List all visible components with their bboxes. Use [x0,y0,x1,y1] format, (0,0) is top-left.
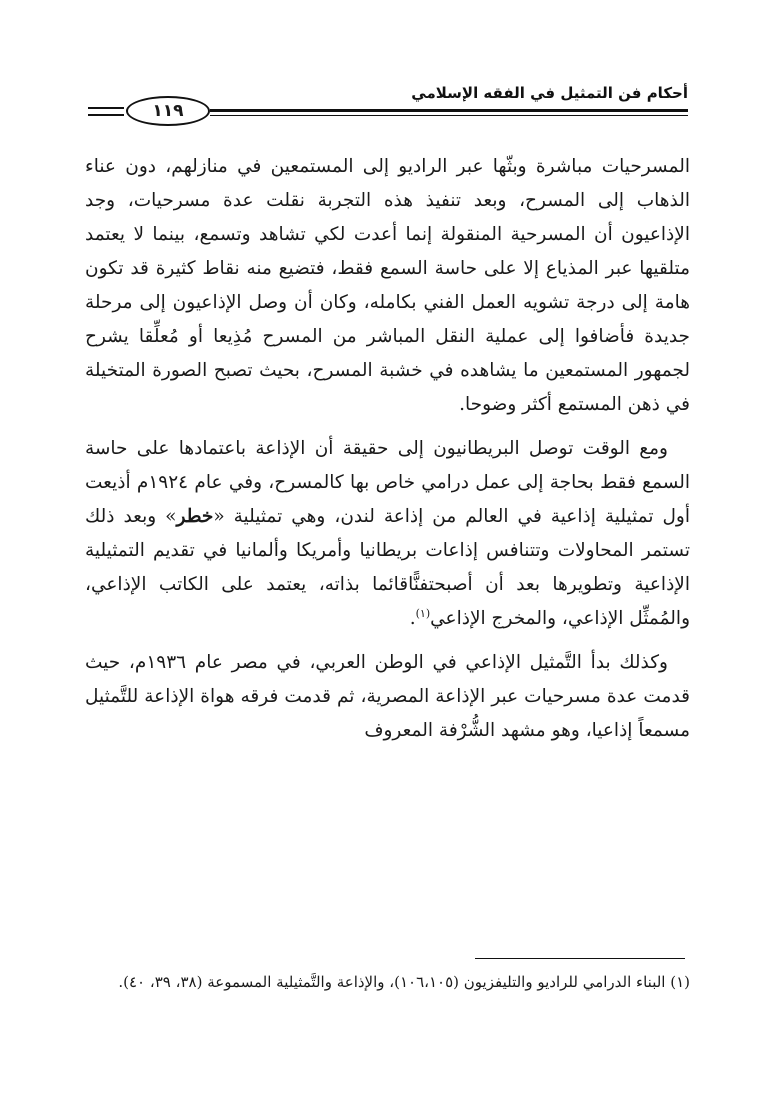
paragraph-2-part-b: » وبعد ذلك تستمر المحاولات وتتنافس إذاعات بريطانيا وأمريكا وألمانيا في تقديم التمثيلية الإذاعية وتطويرها بعد أن أصبحتفنًّاقائما بذاته، يعتمد على الكاتب الإذاعي، والمُمثِّل الإذاعي، والمخرج الإذاعي [85,506,690,629]
running-title: أحكام فن التمثيل في الفقه الإسلامي [411,84,688,102]
paragraph-1: المسرحيات مباشرة وبثّها عبر الراديو إلى المستمعين في منازلهم، دون عناء الذهاب إلى المسرح، وبعد تنفيذ هذه التجربة نقلت عدة مسرحيات، وجد الإذاعيون أن المسرحية المنقولة إنما أعدت لكي تشاهد وتسمع، بينما لا يعتمد متلقيها عبر المذياع إلا على حاسة السمع فقط، فتضيع منه نقاط كثيرة قد تكون هامة إلى درجة تشويه العمل الفني بكامله، وكان أن وصل الإذاعيون إلى مرحلة جديدة فأضافوا إلى عملية النقل المباشر من المسرح مُذِيعا أو مُعلِّقا يشرح لجمهور المستمعين ما يشاهده في خشبة المسرح، بحيث تصبح الصورة المتخيلة في ذهن المستمع أكثر وضوحا. [85,156,690,415]
footnote-reference: (١) [415,606,431,620]
page-number: ١١٩ [126,96,210,126]
paragraph-2-part-a: ومع الوقت توصل البريطانيون إلى حقيقة أن الإذاعة باعتمادها على حاسة السمع فقط بحاجة إلى عمل درامي خاص بها كالمسرح، وفي عام ١٩٢٤م أذيعت أول تمثيلية إذاعية في العالم من إذاعة لندن، وهي تمثيلية « [85,438,690,527]
header-rule-left-lower [88,114,124,116]
header-rule-thick [210,109,688,112]
emphasized-title: خطر [176,506,214,527]
header-rule-thin [210,115,688,116]
paragraph-2-end: . [409,608,416,629]
footnotes [85,968,690,996]
running-header [88,78,688,122]
paragraph-2 [85,432,690,636]
footnote-separator [475,958,685,959]
header-rule-left [88,107,124,109]
footnote-1: (١) البناء الدرامي للراديو والتليفزيون (١٠٦،١٠٥)، والإذاعة والتَّمثيلية المسموعة (٣٨، ٣٩، ٤٠). [118,973,690,991]
paragraph-3: وكذلك بدأ التَّمثيل الإذاعي في الوطن العربي، في مصر عام ١٩٣٦م، حيث قدمت عدة مسرحيات عبر الإذاعة المصرية، ثم قدمت فرقه هواة الإذاعة للتَّمثيل مسمعاً إذاعيا، وهو مشهد الشُّرْفة المعروف [85,652,690,741]
main-text [85,150,690,748]
